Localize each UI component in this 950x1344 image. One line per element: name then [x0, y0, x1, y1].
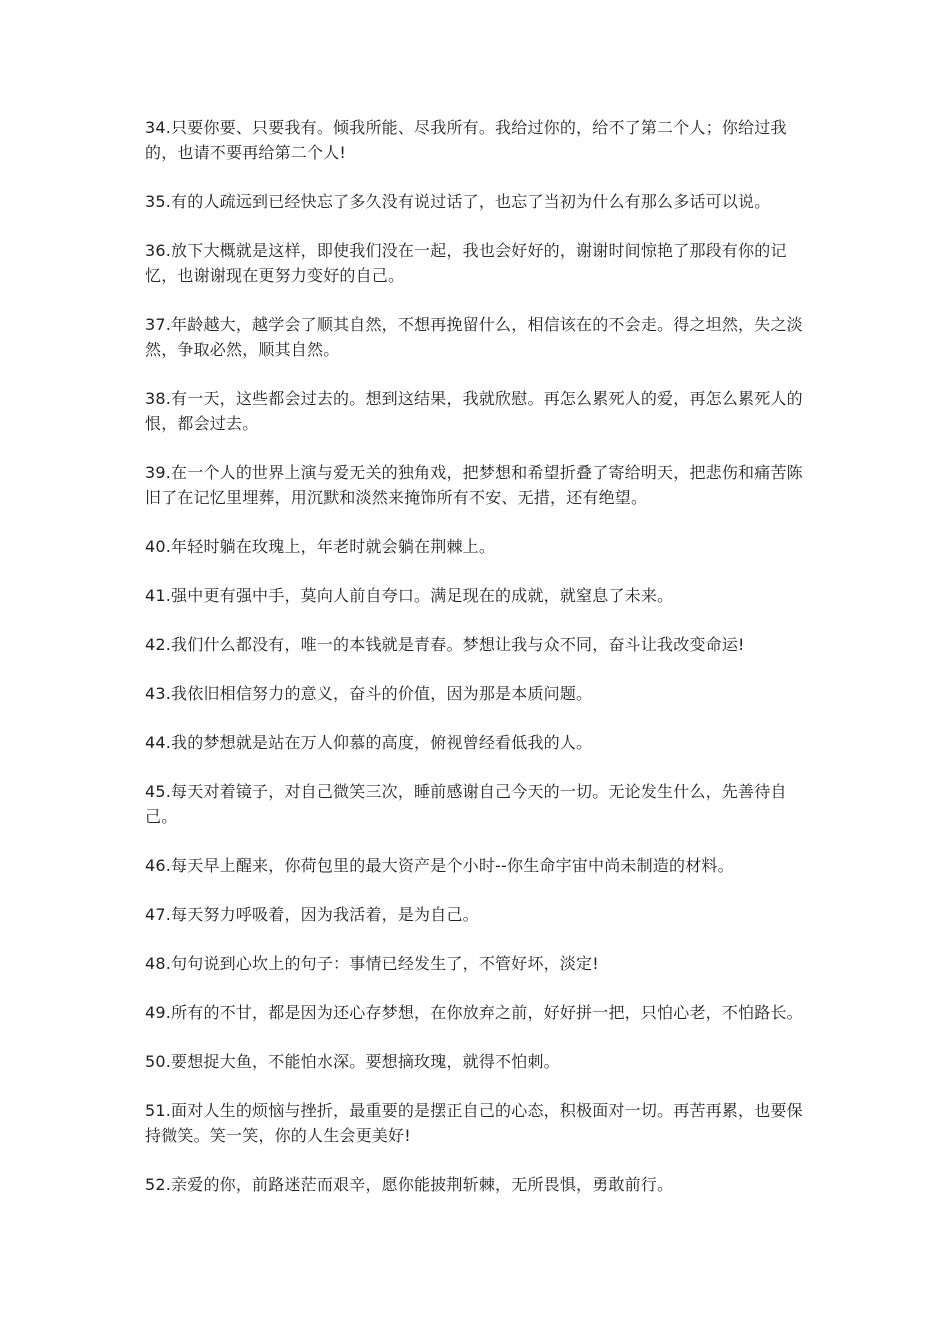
quote-34: 34.只要你要、只要我有。倾我所能、尽我所有。我给过你的，给不了第二个人；你给过我的，也请不要再给第二个人!	[145, 118, 787, 162]
quote-37: 37.年龄越大，越学会了顺其自然，不想再挽留什么，相信该在的不会走。得之坦然，失之淡然，争取必然，顺其自然。	[145, 315, 803, 359]
quote-40: 40.年轻时躺在玫瑰上，年老时就会躺在荆棘上。	[145, 537, 496, 556]
quote-50: 50.要想捉大鱼，不能怕水深。要想摘玫瑰，就得不怕刺。	[145, 1052, 560, 1071]
quote-46: 46.每天早上醒来，你荷包里的最大资产是个小时--你生命宇宙中尚未制造的材料。	[145, 856, 734, 875]
quote-47: 47.每天努力呼吸着，因为我活着，是为自己。	[145, 905, 479, 924]
quote-45: 45.每天对着镜子，对自己微笑三次，睡前感谢自己今天的一切。无论发生什么，先善待自己。	[145, 782, 787, 826]
quote-38: 38.有一天，这些都会过去的。想到这结果，我就欣慰。再怎么累死人的爱，再怎么累死人的恨，都会过去。	[145, 389, 803, 433]
quote-44: 44.我的梦想就是站在万人仰慕的高度，俯视曾经看低我的人。	[145, 733, 593, 752]
quote-42: 42.我们什么都没有，唯一的本钱就是青春。梦想让我与众不同，奋斗让我改变命运!	[145, 635, 745, 654]
quote-51: 51.面对人生的烦恼与挫折，最重要的是摆正自己的心态，积极面对一切。再苦再累，也要保持微笑。笑一笑，你的人生会更美好!	[145, 1101, 803, 1145]
quote-35: 35.有的人疏远到已经快忘了多久没有说过话了，也忘了当初为什么有那么多话可以说。	[145, 192, 771, 211]
quote-48: 48.句句说到心坎上的句子：事情已经发生了，不管好坏，淡定!	[145, 954, 599, 973]
quote-43: 43.我依旧相信努力的意义，奋斗的价值，因为那是本质问题。	[145, 684, 593, 703]
quote-41: 41.强中更有强中手，莫向人前自夸口。满足现在的成就，就窒息了未来。	[145, 586, 674, 605]
quote-39: 39.在一个人的世界上演与爱无关的独角戏，把梦想和希望折叠了寄给明天，把悲伤和痛苦陈旧了在记忆里埋葬，用沉默和淡然来掩饰所有不安、无措，还有绝望。	[145, 463, 803, 507]
quote-52: 52.亲爱的你，前路迷茫而艰辛，愿你能披荆斩棘，无所畏惧，勇敢前行。	[145, 1175, 674, 1194]
quote-36: 36.放下大概就是这样，即使我们没在一起，我也会好好的，谢谢时间惊艳了那段有你的记忆，也谢谢现在更努力变好的自己。	[145, 241, 787, 285]
quote-list	[145, 115, 817, 1221]
quote-49: 49.所有的不甘，都是因为还心存梦想，在你放弃之前，好好拼一把，只怕心老，不怕路长。	[145, 1003, 803, 1022]
